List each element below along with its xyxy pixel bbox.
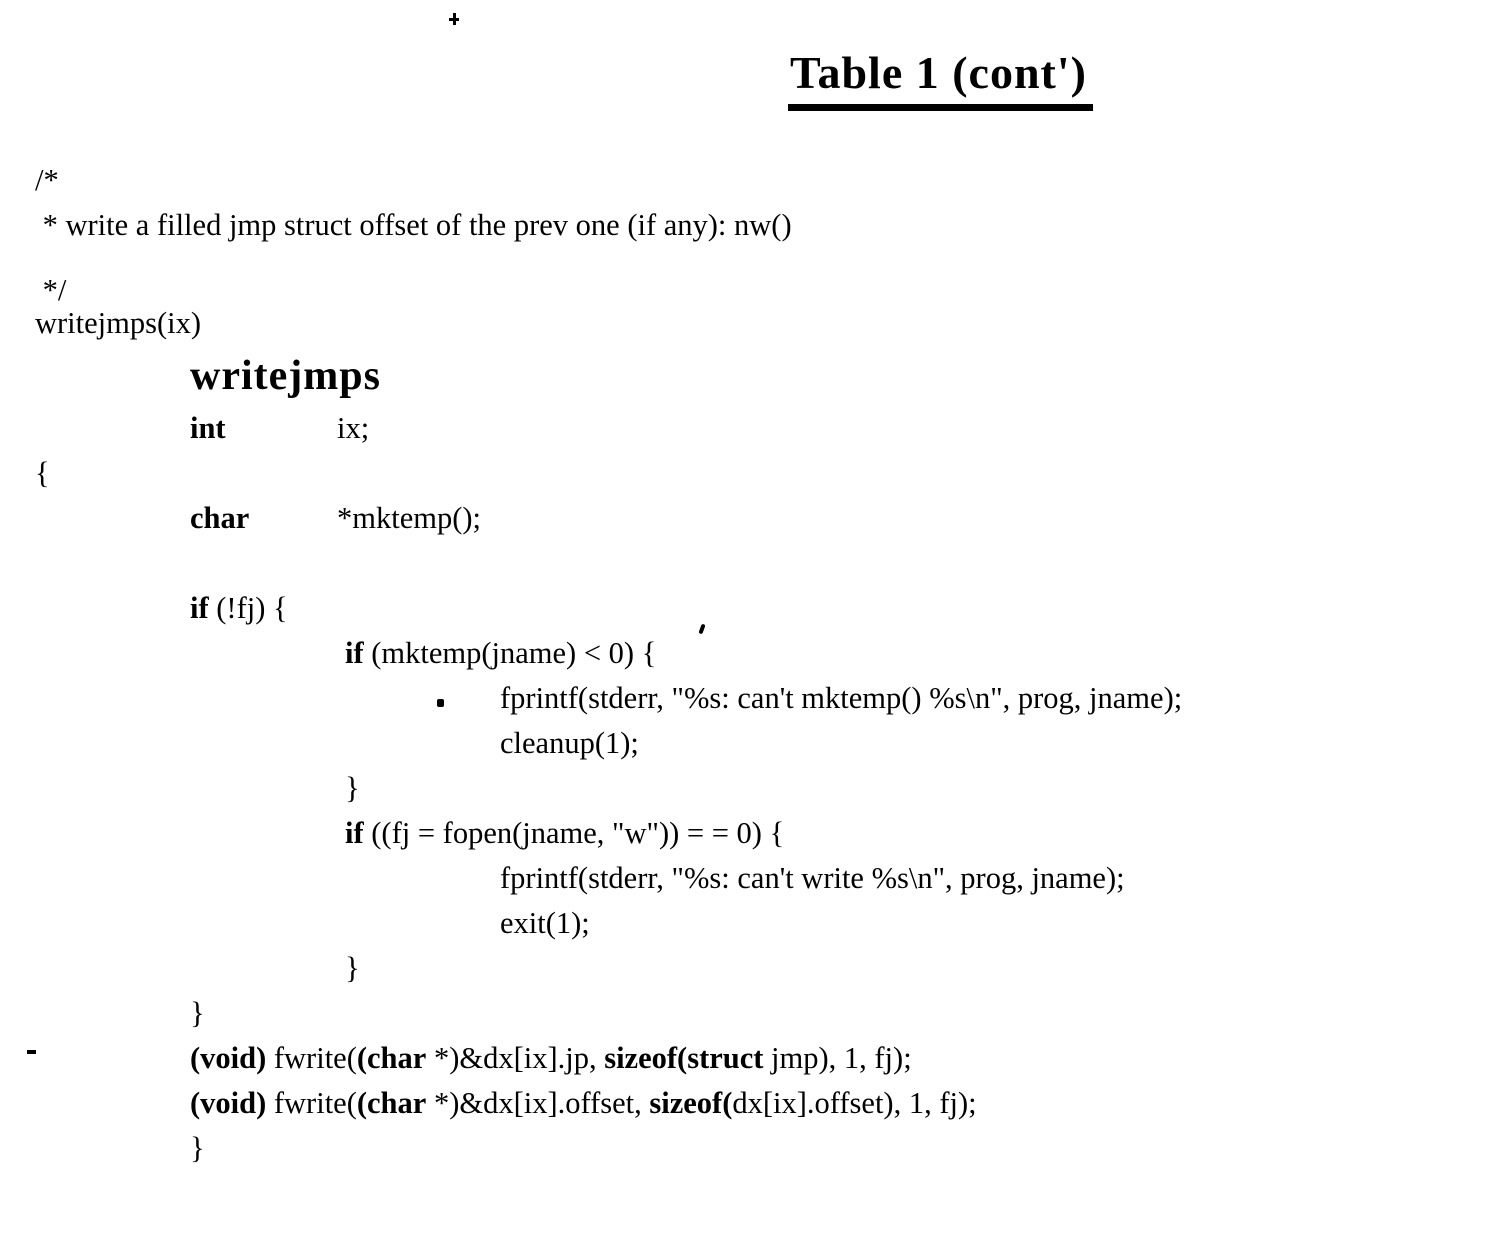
code-listing: [0, 158, 1486, 1171]
code-line: [0, 676, 1486, 721]
code-line: [0, 721, 1486, 766]
code-line: [0, 1081, 1486, 1126]
code-text: fprintf(stderr, "%s: can't mktemp() %s\n", prog, jname);: [500, 681, 1183, 715]
code-keyword: sizeof(: [649, 1086, 733, 1120]
code-text: }: [345, 771, 360, 805]
code-line: [0, 406, 1486, 451]
code-line: [0, 766, 1486, 811]
code-line: [0, 203, 1486, 248]
code-text: writejmps(ix): [35, 306, 202, 340]
code-text: }: [190, 996, 205, 1030]
code-line: [0, 946, 1486, 991]
code-text: (!fj) {: [208, 591, 288, 625]
code-keyword: (char: [356, 1086, 427, 1120]
code-text: /*: [35, 163, 59, 197]
code-keyword: if: [190, 591, 209, 625]
code-text: * write a filled jmp struct offset of the prev one (if any): nw(): [35, 208, 792, 242]
code-line: [0, 451, 1486, 496]
table-title: Table 1 (cont'): [788, 46, 1093, 111]
code-line: [0, 631, 1486, 676]
scan-artifact: [27, 1050, 36, 1054]
code-keyword: if: [345, 636, 364, 670]
scan-artifact: [437, 699, 444, 707]
code-line: [0, 496, 1486, 541]
code-keyword: (void): [190, 1041, 267, 1075]
code-line: [0, 541, 1486, 586]
code-text: fwrite(: [266, 1041, 357, 1075]
code-text: fwrite(: [266, 1086, 357, 1120]
code-keyword: writejmps: [190, 353, 381, 399]
code-text: ix;: [337, 411, 370, 445]
code-text: ((fj = fopen(jname, "w")) = = 0) {: [363, 816, 785, 850]
code-keyword: char: [190, 501, 250, 535]
code-keyword: sizeof(struct: [604, 1041, 764, 1075]
code-text: *)&dx[ix].offset,: [426, 1086, 650, 1120]
code-text: jmp), 1, fj);: [763, 1041, 912, 1075]
code-line: [0, 586, 1486, 631]
code-text: cleanup(1);: [500, 726, 639, 760]
code-text: */: [35, 273, 67, 307]
code-line: [0, 901, 1486, 946]
code-line: [0, 301, 1486, 346]
code-keyword: if: [345, 816, 364, 850]
code-line: [0, 811, 1486, 856]
code-text: *)&dx[ix].jp,: [426, 1041, 605, 1075]
code-text: fprintf(stderr, "%s: can't write %s\n", prog, jname);: [500, 861, 1125, 895]
code-text: dx[ix].offset), 1, fj);: [732, 1086, 977, 1120]
code-text: *mktemp();: [337, 501, 481, 535]
code-keyword: (void): [190, 1086, 267, 1120]
code-line: [0, 991, 1486, 1036]
code-line: [0, 856, 1486, 901]
code-line: [0, 1036, 1486, 1081]
code-text: (mktemp(jname) < 0) {: [363, 636, 657, 670]
code-keyword: int: [190, 411, 226, 445]
code-text: }: [345, 951, 360, 985]
code-keyword: (char: [356, 1041, 427, 1075]
code-line: [0, 346, 1486, 406]
code-line: [0, 1126, 1486, 1171]
code-text: }: [190, 1131, 205, 1165]
code-line: [0, 158, 1486, 203]
code-text: {: [35, 456, 50, 490]
scan-artifact: [449, 18, 459, 21]
code-text: exit(1);: [500, 906, 590, 940]
